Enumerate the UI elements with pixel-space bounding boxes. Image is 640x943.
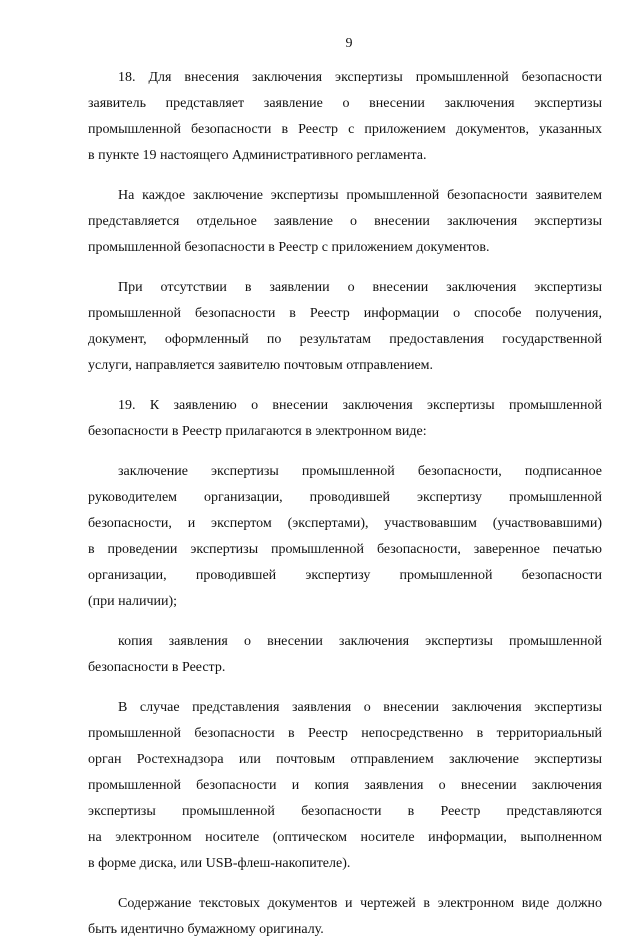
- paragraph: [88, 891, 602, 943]
- paragraph: [88, 183, 602, 261]
- text-line: 18. Для внесения заключения экспертизы промышленной безопасности: [118, 70, 602, 85]
- text-line: безопасности, и экспертом (экспертами), участвовавшим (участвовавшими): [88, 516, 602, 531]
- paragraph: [88, 695, 602, 877]
- text-line: На каждое заключение экспертизы промышленной безопасности заявителем: [118, 188, 602, 203]
- text-line: на электронном носителе (оптическом носителе информации, выполненном: [88, 830, 602, 845]
- text-line: организации, проводившей экспертизу промышленной безопасности: [88, 568, 602, 583]
- text-line: экспертизы промышленной безопасности в Реестр представляются: [88, 804, 602, 819]
- text-line: в пункте 19 настоящего Административного регламента.: [88, 148, 427, 163]
- text-line: безопасности в Реестр прилагаются в электронном виде:: [88, 424, 427, 439]
- text-line: в проведении экспертизы промышленной безопасности, заверенное печатью: [88, 542, 602, 557]
- text-line: промышленной безопасности в Реестр с приложением документов, указанных: [88, 122, 602, 137]
- text-line: быть идентично бумажному оригиналу.: [88, 922, 324, 937]
- text-line: промышленной безопасности в Реестр непосредственно в территориальный: [88, 726, 602, 741]
- text-line: услуги, направляется заявителю почтовым отправлением.: [88, 358, 434, 373]
- text-line: безопасности в Реестр.: [88, 660, 226, 675]
- text-line: заключение экспертизы промышленной безопасности, подписанное: [118, 464, 602, 479]
- text-line: представляется отдельное заявление о внесении заключения экспертизы: [88, 214, 602, 229]
- paragraph: [88, 393, 602, 445]
- paragraph: [88, 629, 602, 681]
- text-line: заявитель представляет заявление о внесении заключения экспертизы: [88, 96, 602, 111]
- text-line: В случае представления заявления о внесении заключения экспертизы: [118, 700, 602, 715]
- text-line: (при наличии);: [88, 594, 178, 609]
- paragraph: [88, 275, 602, 379]
- text-line: руководителем организации, проводившей экспертизу промышленной: [88, 490, 602, 505]
- text-line: в форме диска, или USB-флеш-накопителе).: [88, 856, 351, 871]
- text-line: При отсутствии в заявлении о внесении заключения экспертизы: [118, 280, 602, 295]
- paragraph: [88, 459, 602, 615]
- paragraph: [88, 65, 602, 169]
- text-line: орган Ростехнадзора или почтовым отправлением заключение экспертизы: [88, 752, 602, 767]
- text-line: промышленной безопасности и копия заявления о внесении заключения: [88, 778, 602, 793]
- page-number: 9: [345, 36, 353, 51]
- text-line: промышленной безопасности в Реестр с приложением документов.: [88, 240, 490, 255]
- document-body: [88, 65, 602, 943]
- text-line: Содержание текстовых документов и чертежей в электронном виде должно: [118, 896, 602, 911]
- text-line: промышленной безопасности в Реестр информации о способе получения,: [88, 306, 602, 321]
- text-line: копия заявления о внесении заключения экспертизы промышленной: [118, 634, 602, 649]
- text-line: документ, оформленный по результатам предоставления государственной: [88, 332, 602, 347]
- text-line: 19. К заявлению о внесении заключения экспертизы промышленной: [118, 398, 602, 413]
